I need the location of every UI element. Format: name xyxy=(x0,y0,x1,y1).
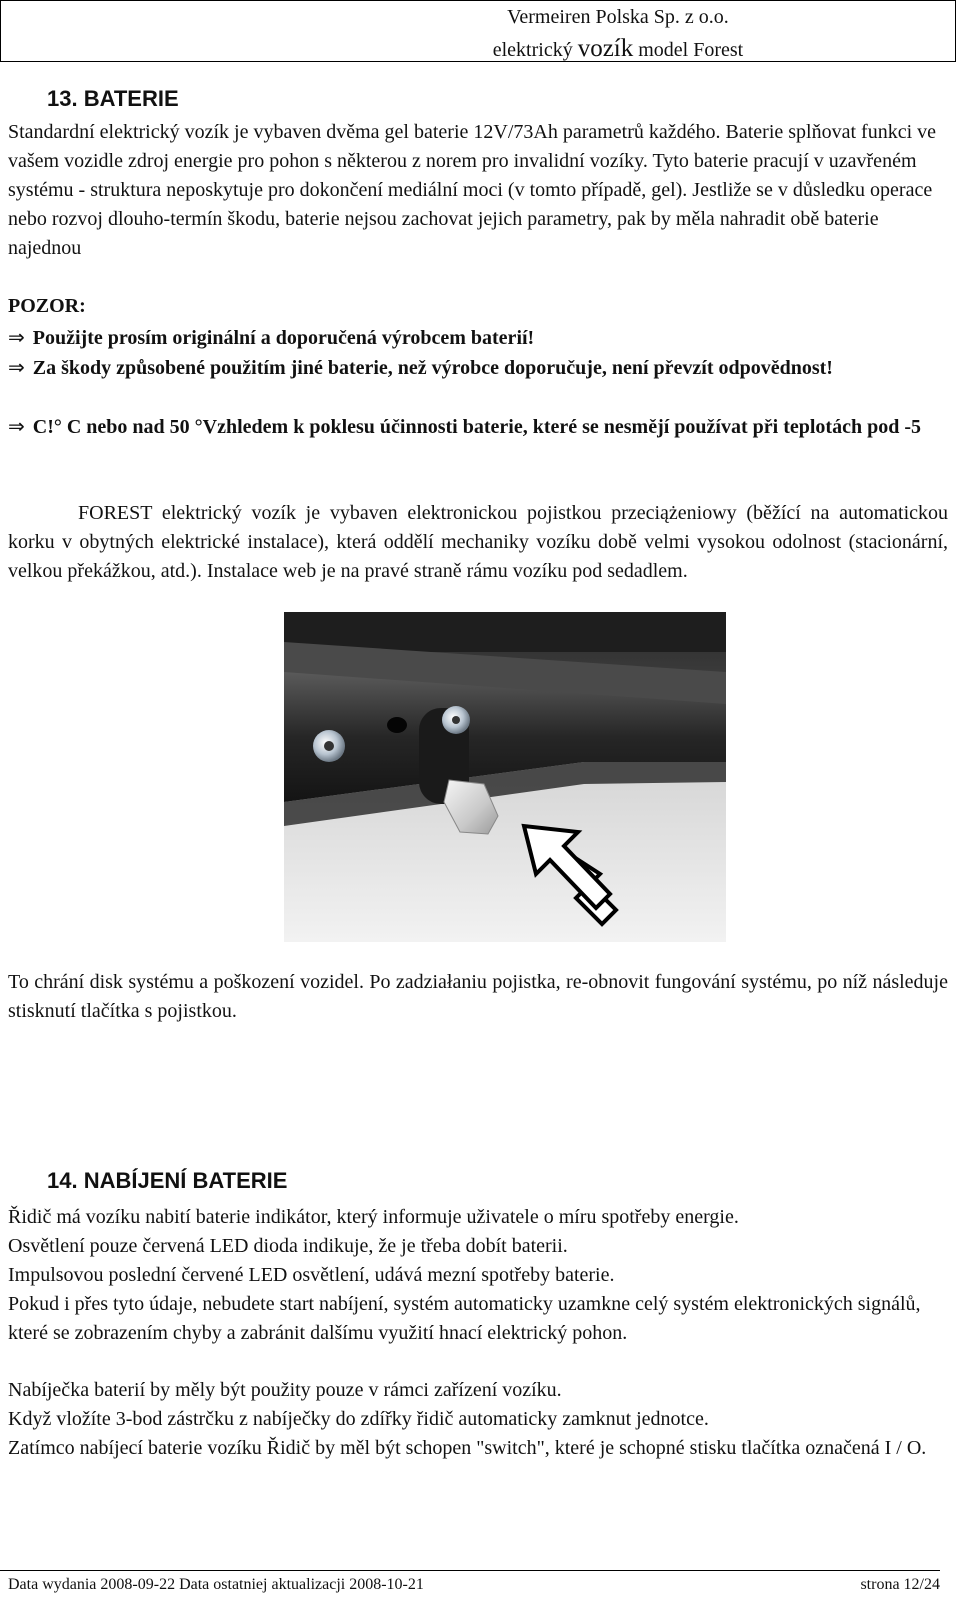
page-header xyxy=(0,0,956,62)
page-number: strona 12/24 xyxy=(860,1576,940,1593)
section-14-title: 14. NABÍJENÍ BATERIE xyxy=(47,1168,288,1193)
arrow-right-icon: ⇒ xyxy=(8,355,25,379)
section-14-line: Když vložíte 3-bod zástrčku z nabíječky do zdířky řidič automaticky zamknut jednotce. xyxy=(8,1408,709,1430)
model-emphasis: vozík xyxy=(577,35,634,62)
product-model xyxy=(1,35,955,63)
warning-label: POZOR: xyxy=(8,295,86,317)
section-14-line: Impulsovou poslední červené LED osvětlení, udává mezní spotřeby baterie. xyxy=(8,1264,615,1286)
warning-item: ⇒ Použijte prosím originální a doporučená výrobcem baterií! xyxy=(8,325,535,349)
fuse-paragraph: FOREST elektrický vozík je vybaven elektronickou pojistkou przeciążeniowy (běžící na automatickou korku v obytných elektrické instalace), která oddělí mechaniky vozíku době velmi vysokou odolnost (stacionární, velkou překážkou, atd.). Instalace web je na pravé straně rámu vozíku pod sedadlem. xyxy=(8,502,948,582)
section-14-line: Řidič má vozíku nabití baterie indikátor, který informuje uživatele o míru spotřeby energie. xyxy=(8,1206,739,1228)
section-14-line: Nabíječka baterií by měly být použity pouze v rámci zařízení vozíku. xyxy=(8,1379,562,1401)
section-14-line: Pokud i přes tyto údaje, nebudete start nabíjení, systém automaticky uzamkne celý systém elektronických signálů, které se zobrazením chyby a zabránit dalšímu využití hnací elektrický pohon. xyxy=(8,1293,921,1344)
photo-illustration xyxy=(284,612,726,942)
model-suffix: model Forest xyxy=(638,39,744,61)
after-photo-paragraph: To chrání disk systému a poškození vozidel. Po zadziałaniu pojistka, re-obnovit fungování systému, po níž následuje stisknutí tlačítka s pojistkou. xyxy=(8,971,948,1022)
model-prefix: elektrický xyxy=(492,39,573,61)
warning-item: ⇒ C!° C nebo nad 50 °Vzhledem k poklesu účinnosti baterie, které se nesmějí používat při teplotách pod -5 xyxy=(8,414,921,438)
arrow-right-icon: ⇒ xyxy=(8,325,25,349)
section-13-title: 13. BATERIE xyxy=(47,86,179,111)
section-14-line: Zatímco nabíjecí baterie vozíku Řidič by měl být schopen "switch", které je schopné stisku tlačítka označená I / O. xyxy=(8,1437,927,1459)
fuse-location-photo xyxy=(284,612,726,942)
footer-dates: Data wydania 2008-09-22 Data ostatniej aktualizacji 2008-10-21 xyxy=(8,1576,424,1593)
warning-item: ⇒ Za škody způsobené použitím jiné baterie, než výrobce doporučuje, není převzít odpovědnost! xyxy=(8,355,833,379)
page-footer xyxy=(0,1570,940,1597)
section-13-intro: Standardní elektrický vozík je vybaven dvěma gel baterie 12V/73Ah parametrů každého. Baterie splňovat funkci ve vašem vozidle zdroj energie pro pohon s některou z norem pro invalidní vozíky. Tyto baterie pracují v uzavřeném systému - struktura neposkytuje pro dokončení mediální moci (v tomto případě, gel). Jestliže se v důsledku operace nebo rozvoj dlouho-termín škodu, baterie nejsou zachovat jejich parametry, pak by měla nahradit obě baterie najednou xyxy=(8,121,937,259)
section-14-line: Osvětlení pouze červená LED dioda indikuje, že je třeba dobít baterii. xyxy=(8,1235,568,1257)
company-name: Vermeiren Polska Sp. z o.o. xyxy=(507,6,729,28)
arrow-right-icon: ⇒ xyxy=(8,414,25,438)
